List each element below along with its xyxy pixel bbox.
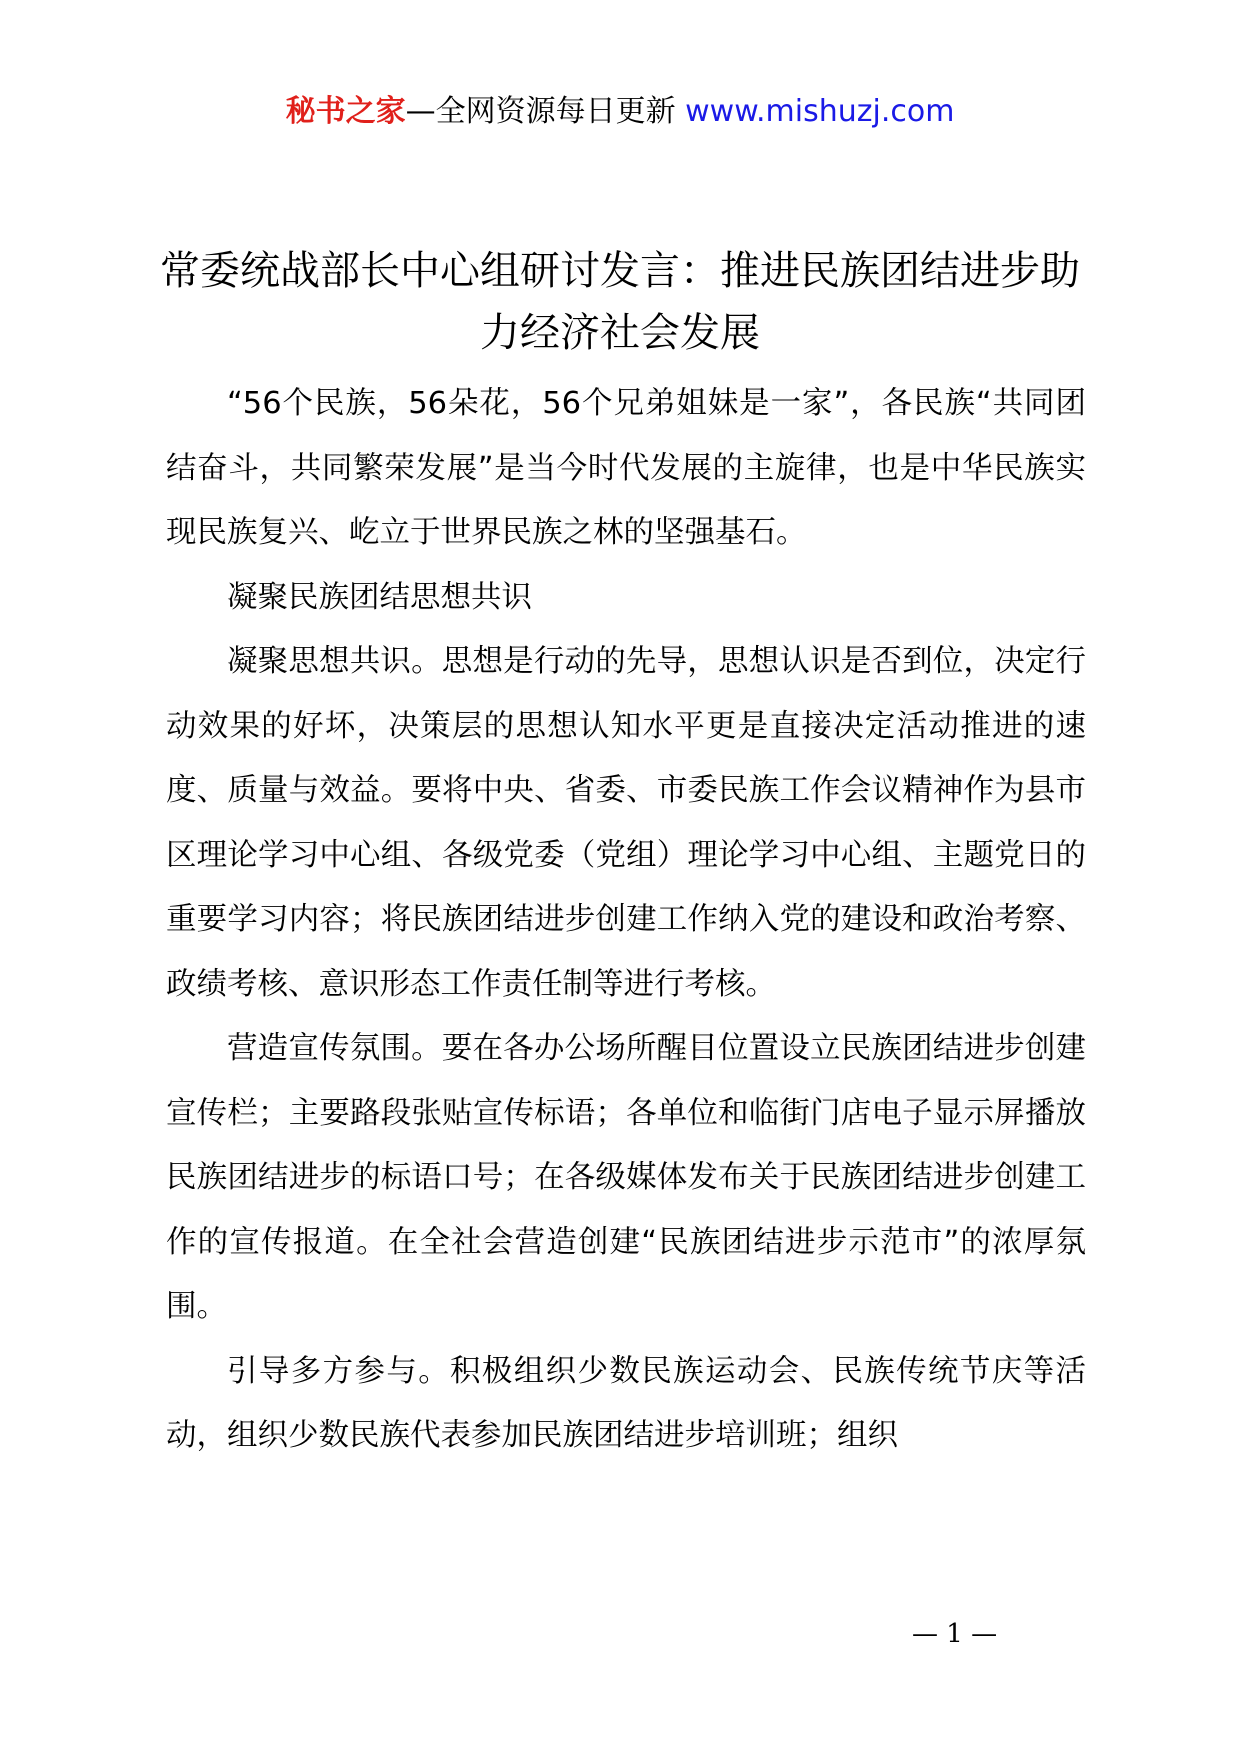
body-paragraph: 营造宣传氛围。要在各办公场所醒目位置设立民族团结进步创建宣传栏；主要路段张贴宣传标语；各单位和临街门店电子显示屏播放民族团结进步的标语口号；在各级媒体发布关于民族团结进步创建工作的宣传报道。在全社会营造创建“民族团结进步示范市”的浓厚氛围。	[166, 1031, 1086, 1324]
page-number: — 1 —	[912, 1619, 998, 1649]
site-url-link[interactable]: www.mishuzj.com	[685, 94, 955, 129]
site-brand: 秘书之家	[285, 94, 406, 129]
site-tagline: —全网资源每日更新	[405, 94, 686, 129]
section-heading: 凝聚民族团结思想共识	[227, 579, 532, 615]
body-paragraph: 凝聚思想共识。思想是行动的先导，思想认识是否到位，决定行动效果的好坏，决策层的思想认知水平更是直接决定活动推进的速度、质量与效益。要将中央、省委、市委民族工作会议精神作为县市区理论学习中心组、各级党委（党组）理论学习中心组、主题党日的重要学习内容；将民族团结进步创建工作纳入党的建设和政治考察、政绩考核、意识形态工作责任制等进行考核。	[166, 644, 1086, 1002]
intro-paragraph: “56个民族，56朵花，56个兄弟姐妹是一家”，各民族“共同团结奋斗，共同繁荣发展”是当今时代发展的主旋律，也是中华民族实现民族复兴、屹立于世界民族之林的坚强基石。	[166, 386, 1086, 550]
document-title: 常委统战部长中心组研讨发言：推进民族团结进步助力经济社会发展	[160, 248, 1080, 356]
site-header	[0, 92, 1240, 132]
body-paragraph: 引导多方参与。积极组织少数民族运动会、民族传统节庆等活动，组织少数民族代表参加民族团结进步培训班；组织	[166, 1353, 1086, 1453]
document-body	[166, 372, 1086, 1469]
